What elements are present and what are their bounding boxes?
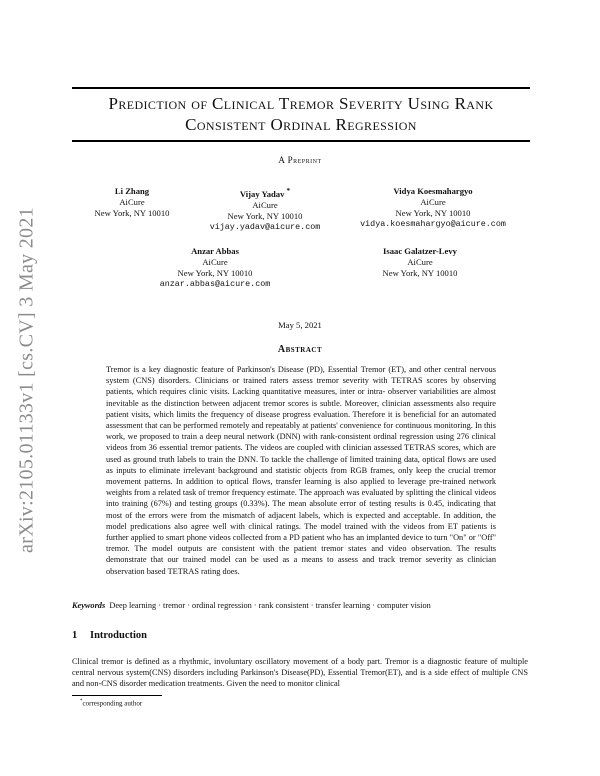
author-mark: * <box>286 187 291 195</box>
author-location: New York, NY 10010 <box>382 268 458 278</box>
keywords-label: Keywords <box>72 601 106 610</box>
keywords-text: Deep learning · tremor · ordinal regression · rank consistent · transfer learning · computer vision <box>109 601 431 610</box>
abstract-heading: Abstract <box>277 344 323 355</box>
author-email[interactable]: vidya.koesmahargyo@aicure.com <box>360 219 506 229</box>
author-affiliation: AiCure <box>420 197 446 207</box>
author-affiliation: AiCure <box>252 199 278 210</box>
footnote <box>80 699 142 707</box>
author-affiliation: AiCure <box>407 257 433 267</box>
author-location: New York, NY 10010 <box>395 208 471 218</box>
author-name: Vijay Yadav <box>239 188 285 199</box>
author-affiliation: AiCure <box>202 257 228 267</box>
preprint-label: A Preprint <box>278 155 322 165</box>
title-top-rule <box>72 87 530 89</box>
section-title: Introduction <box>90 630 147 641</box>
section-number: 1 <box>72 630 78 641</box>
paper-date: May 5, 2021 <box>278 320 322 330</box>
author-block <box>150 246 280 290</box>
author-location: New York, NY 10010 <box>227 210 303 221</box>
arxiv-stamp-text: arXiv:2105.01133v1 [cs.CV] 3 May 2021 <box>15 207 38 553</box>
author-email[interactable]: anzar.abbas@aicure.com <box>159 279 271 289</box>
author-name: Anzar Abbas <box>191 246 239 256</box>
footnote-rule <box>72 695 162 696</box>
arxiv-stamp <box>14 200 40 560</box>
title-line-2: Consistent Ordinal Regression <box>185 115 417 134</box>
author-name: Vidya Koesmahargyo <box>393 186 473 196</box>
author-name-line <box>190 186 340 200</box>
author-block <box>338 186 528 230</box>
author-affiliation: AiCure <box>119 197 145 207</box>
title-line-1: Prediction of Clinical Tremor Severity Using Rank <box>108 94 494 113</box>
title-bottom-rule <box>72 140 530 142</box>
author-block <box>190 186 340 233</box>
author-block <box>82 186 182 219</box>
paper-title <box>72 93 530 135</box>
author-block <box>350 246 490 279</box>
author-name: Li Zhang <box>114 186 150 196</box>
footnote-mark: * <box>80 699 83 704</box>
author-name: Isaac Galatzer-Levy <box>383 246 457 256</box>
introduction-paragraph: Clinical tremor is defined as a rhythmic, involuntary oscillatory movement of a body part. Tremor is a diagnostic feature of multiple central nervous system(CNS) disorders including Parkinson's Disease(PD), Essential Tremor(ET), and is a side effect of multiple CNS and non-CNS disorder medication treatments. Given the need to monitor clinical <box>72 657 528 689</box>
author-location: New York, NY 10010 <box>94 208 170 218</box>
abstract-body: Tremor is a key diagnostic feature of Parkinson's Disease (PD), Essential Tremor (ET), and other central nervous system (CNS) disorders. Clinicians or trained raters assess tremor severity with TETRAS scores by observing patients, which requires clinic visits. Lacking quantitative measures, inter or intra- observer variabilities are almost inevitable as the distinction between adjacent tremor scores is subtle. Moreover, clinician assessments also require patient visits, which limits the frequency of disease progress evaluation. Therefore it is beneficial for an automated assessment that can be performed remotely and repeatably at patients' convenience for continuous monitoring. In this work, we proposed to train a deep neural network (DNN) with rank-consistent ordinal regression using 276 clinical videos from 36 essential tremor patients. The videos are coupled with clinician assessed TETRAS scores, which are used as ground truth labels to train the DNN. To tackle the challenge of limited training data, optical flows are used as inputs to eliminate irrelevant background and statistic objects from RGB frames, only keep the crucial tremor movement patterns. In addition to optical flows, transfer learning is also applied to leverage pre-trained network weights from a related task of tremor frequency estimate. The approach was evaluated by splitting the clinical videos into training (67%) and testing groups (0.33%). The mean absolute error of testing results is 0.45, indicating that most of the errors were from the mismatch of adjacent labels, which is expected and acceptable. In addition, the model predications also agree well with clinical ratings. The model trained with the videos from ET patients is further applied to smart phone videos collected from a PD patient who has an implanted device to turn "On" or "Off" tremor. The model outputs are consistent with the patient tremor states and video observation. The results demonstrate that our trained model can be used as a means to assess and track tremor severity as clinician observation based TETRAS rating does. <box>106 365 496 576</box>
keywords-line <box>72 601 542 610</box>
author-location: New York, NY 10010 <box>177 268 253 278</box>
author-email[interactable]: vijay.yadav@aicure.com <box>209 221 321 232</box>
section-heading <box>72 630 147 641</box>
footnote-text: corresponding author <box>82 699 143 708</box>
